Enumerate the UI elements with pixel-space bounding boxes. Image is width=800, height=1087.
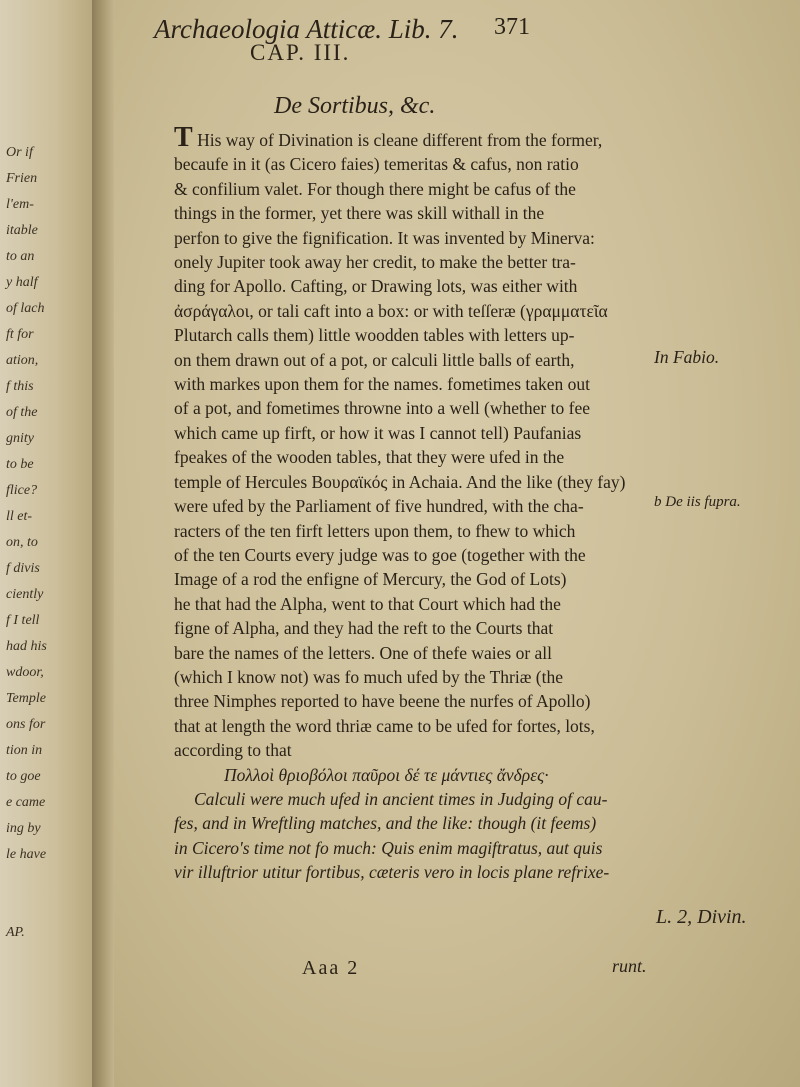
text-line: Πολλοὶ θριοβόλοι παῦροι δέ τε μάντιες ἄνδρες· bbox=[224, 764, 549, 785]
margin-note-in-fabio: In Fabio. bbox=[654, 347, 720, 367]
text-line: (which I know not) was fo much ufed by the Thriæ (the bbox=[174, 666, 563, 687]
margin-fragment: f I tell bbox=[6, 613, 40, 628]
previous-page-text-fragments bbox=[0, 0, 92, 1087]
text-line: that at length the word thriæ came to be ufed for fortes, lots, bbox=[174, 715, 595, 736]
margin-fragment: of lach bbox=[6, 301, 45, 316]
margin-fragment: to an bbox=[6, 249, 35, 264]
section-subtitle: De Sortibus, &c. bbox=[274, 93, 436, 119]
text-line: in Cicero's time not fo much: Quis enim magiftratus, aut quis bbox=[174, 837, 603, 858]
margin-fragment: l'em- bbox=[6, 197, 34, 212]
margin-fragment: Frien bbox=[6, 171, 38, 186]
text-line: Calculi were much ufed in ancient times in Judging of cau- bbox=[194, 788, 608, 809]
margin-fragment: wdoor, bbox=[6, 665, 44, 680]
running-title: Archaeologia Atticæ. Lib. 7. bbox=[154, 14, 459, 44]
page-number: 371 bbox=[494, 14, 530, 40]
text-line: which came up firft, or how it was I cannot tell) Paufanias bbox=[174, 422, 582, 443]
margin-fragment: ons for bbox=[6, 717, 46, 732]
text-line: becaufe in it (as Cicero faies) temeritas & cafus, non ratio bbox=[174, 154, 579, 175]
text-line: bare the names of the letters. One of thefe waies or all bbox=[174, 642, 553, 663]
signature-mark: Aaa 2 bbox=[302, 957, 360, 979]
text-line-content: His way of Divination is cleane different from the former, bbox=[197, 130, 603, 150]
drop-cap: T bbox=[174, 122, 193, 153]
text-line: of the ten Courts every judge was to goe (together with the bbox=[174, 544, 586, 565]
margin-fragment: le have bbox=[6, 847, 47, 862]
book-page bbox=[114, 0, 800, 1087]
margin-fragment: f this bbox=[6, 379, 34, 394]
text-line: Image of a rod the enfigne of Mercury, the God of Lots) bbox=[174, 569, 567, 590]
margin-fragment: f divis bbox=[6, 561, 40, 576]
text-line: were ufed by the Parliament of five hundred, with the cha- bbox=[174, 496, 584, 517]
text-line: fes, and in Wreftling matches, and the like: though (it feems) bbox=[174, 813, 597, 834]
text-line: he that had the Alpha, went to that Court which had the bbox=[174, 593, 561, 614]
margin-fragment: ing by bbox=[6, 821, 41, 836]
margin-fragment: e came bbox=[6, 795, 46, 810]
text-line: according to that bbox=[174, 740, 292, 761]
margin-fragment: ft for bbox=[6, 327, 34, 342]
book-gutter bbox=[92, 0, 114, 1087]
margin-note-divin: L. 2, Divin. bbox=[656, 906, 747, 928]
text-line: & confilium valet. For though there might be cafus of the bbox=[174, 178, 576, 199]
text-line: ἀσράγαλοι, or tali caft into a box: or with teſſeræ (γραμματεῖα bbox=[174, 300, 608, 321]
text-line: three Nimphes reported to have beene the nurfes of Apollo) bbox=[174, 691, 591, 712]
margin-fragment: AP. bbox=[6, 925, 25, 940]
text-line: things in the former, yet there was skill withall in the bbox=[174, 203, 545, 224]
text-line: with markes upon them for the names. fometimes taken out bbox=[174, 374, 591, 395]
margin-fragment: flice? bbox=[6, 483, 38, 498]
text-line: on them drawn out of a pot, or calculi little balls of earth, bbox=[174, 349, 575, 370]
margin-note-de-iis: b De iis fupra. bbox=[654, 494, 741, 510]
margin-fragment: ciently bbox=[6, 587, 44, 602]
text-line-first bbox=[174, 122, 650, 153]
margin-fragment: on, to bbox=[6, 535, 38, 550]
bottom-margin bbox=[114, 995, 800, 1087]
text-line: onely Jupiter took away her credit, to make the better tra- bbox=[174, 252, 576, 273]
margin-fragment: to goe bbox=[6, 769, 41, 784]
margin-fragment: tion in bbox=[6, 743, 43, 758]
text-line: racters of the ten firft letters upon them, to fhew to which bbox=[174, 520, 576, 541]
margin-fragment: Or if bbox=[6, 145, 33, 160]
margin-fragment: Temple bbox=[6, 691, 46, 706]
catchword: runt. bbox=[612, 956, 647, 976]
chapter-heading: CAP. III. bbox=[250, 40, 351, 65]
margin-fragment: of the bbox=[6, 405, 38, 420]
margin-fragment: y half bbox=[6, 275, 38, 290]
margin-fragment: had his bbox=[6, 639, 47, 654]
margin-fragment: itable bbox=[6, 223, 38, 238]
margin-fragment: ation, bbox=[6, 353, 39, 368]
text-line: fpeakes of the wooden tables, that they were ufed in the bbox=[174, 447, 565, 468]
text-line: vir illuftrior utitur fortibus, cæteris vero in locis plane refrixe- bbox=[174, 862, 610, 883]
text-line: temple of Hercules Βουραϊκός in Achaia. And the like (they fay) bbox=[174, 471, 626, 492]
text-line: perfon to give the fignification. It was invented by Minerva: bbox=[174, 227, 595, 248]
body-text bbox=[174, 122, 650, 885]
margin-fragment: ll et- bbox=[6, 509, 33, 524]
text-line: figne of Alpha, and they had the reft to the Courts that bbox=[174, 618, 554, 639]
text-line: ding for Apollo. Cafting, or Drawing lots, was either with bbox=[174, 276, 578, 297]
margin-fragment: to be bbox=[6, 457, 34, 472]
text-line: of a pot, and fometimes throwne into a well (whether to fee bbox=[174, 398, 590, 419]
margin-fragment: gnity bbox=[6, 431, 34, 446]
text-line: Plutarch calls them) little woodden tables with letters up- bbox=[174, 325, 575, 346]
